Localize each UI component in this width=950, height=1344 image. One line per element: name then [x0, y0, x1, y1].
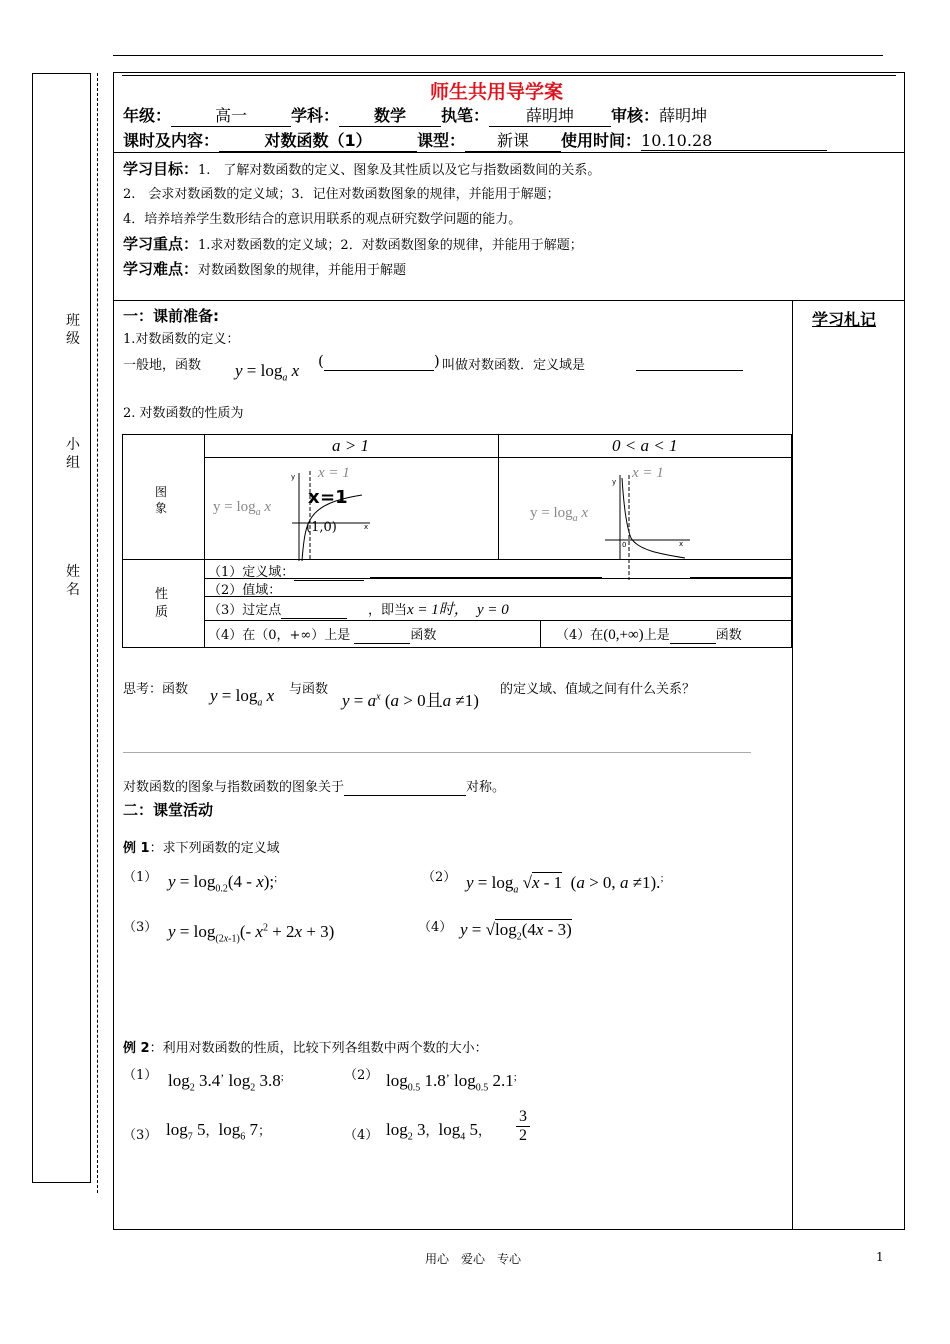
lesson-label: 课时及内容： [123, 131, 220, 150]
point-1-0: (1,0) [306, 520, 337, 535]
think-formula-log: $y = \log_a x$ [210, 686, 275, 709]
row-fixed-point-y: y = 0 [477, 602, 509, 618]
side-name-label: 姓名 [66, 564, 80, 598]
def-mid: 叫做对数函数．定义域是 [442, 358, 586, 373]
lesson-value: 对数函数（1） [264, 131, 372, 150]
goals-text-1: 1. 了解对数函数的定义、图象及其性质以及它与指数函数间的关系。 [198, 163, 601, 178]
symmetry-text-b: 对称。 [466, 780, 506, 795]
example-1 [123, 837, 280, 856]
ex2-num-3: （3） [123, 1128, 158, 1143]
think-prefix: 思考：函数 [123, 682, 189, 697]
col-a-lt-1: 0 < a < 1 [612, 436, 678, 455]
ex2-num-1: （1） [123, 1068, 158, 1083]
row-range: （2）值域： [208, 583, 282, 598]
side-info-box [32, 73, 91, 1183]
row-mono-right-b: 上是 [643, 628, 670, 643]
ex1-item-2: $y = \log_a √x - 1$ (a > 0, a ≠1).; [466, 872, 664, 896]
def-blank-paren: ( ) [318, 352, 440, 370]
key-point-line [123, 233, 583, 254]
row-fixed-point-x: x = 1时， [406, 602, 469, 618]
fraction-3-over-2: 3 2 [516, 1108, 530, 1145]
info-row-2 [123, 128, 827, 152]
subject-label: 学科： [291, 106, 340, 125]
ex2-num-2: （2） [344, 1068, 379, 1083]
page-number: 1 [876, 1250, 884, 1264]
ex2-num-4: （4） [344, 1128, 379, 1143]
think-formula-exp: $y = a^x$ (a > 0且a ≠1) [342, 691, 479, 710]
goals-line-3: 4．培养培养学生数形结合的意识用联系的观点研究数学问题的能力。 [123, 212, 522, 227]
ex1-item-3: $y = \log_{(2x-1)}(-$ $x^2 + 2x + 3$) [168, 922, 335, 945]
writer-label: 执笔： [441, 106, 490, 125]
think-answer-line [123, 752, 751, 753]
def-line [123, 354, 201, 373]
binding-dashed-line [97, 73, 98, 1193]
svg-text:=1: =1 [320, 487, 348, 508]
example-2 [123, 1037, 488, 1056]
def-prefix: 一般地，函数 [123, 358, 202, 373]
side-class-label: 班级 [66, 313, 80, 347]
ex2-item-3: $\log_7 5$，$\log_6 7$； [166, 1120, 271, 1143]
goals-label: 学习目标： [123, 160, 199, 178]
think-mid: 与函数 [289, 682, 329, 697]
ex1-num-2: （2） [422, 870, 457, 885]
row-mono-left-a: （4）在（0，+∞）上是 [208, 628, 351, 643]
grade-label: 年级： [123, 106, 172, 125]
ex1-item-4: $y = √\log_2(4x - 3)$ [460, 920, 572, 943]
row-monotone-right [556, 624, 742, 644]
notes-title: 学习札记 [812, 310, 877, 329]
x-eq-1-left: x = 1 [318, 465, 350, 481]
reviewer-value: 薛明坤 [659, 106, 708, 125]
row-mono-right-c: 函数 [715, 628, 742, 643]
svg-text:y: y [612, 478, 617, 486]
ex1-num-4: （4） [418, 920, 453, 935]
example-1-text: ：求下列函数的定义域 [149, 841, 280, 856]
ex1-num-3: （3） [123, 920, 158, 935]
hard-text: 对数函数图象的规律，并能用于解题 [198, 263, 407, 278]
symmetry-text-a: 对数函数的图象与指数函数的图象关于 [123, 780, 345, 795]
date-value: 10.10.28 [641, 131, 713, 150]
svg-text:x: x [679, 540, 684, 548]
def-title: 1.对数函数的定义： [123, 332, 240, 347]
grade-value: 高一 [215, 106, 248, 125]
graph-fn-right: $y = \log_a x$ [530, 505, 589, 524]
ex2-item-4: $\log_2 3$，$\log_4 5$， [386, 1120, 491, 1143]
row-fixed-point-mid: ，即当 [367, 603, 407, 618]
key-label: 学习重点： [123, 235, 199, 253]
difficulty-line [123, 258, 406, 279]
row-mono-left-b: 函数 [410, 628, 437, 643]
goals-line-1 [123, 158, 600, 179]
svg-text:x: x [364, 523, 369, 531]
goals-line-2: 2. 会求对数函数的定义域；3．记住对数函数图象的规律，并能用于解题； [123, 187, 560, 202]
ex1-item-1: $y = \log_{0.2}(4$ - x);; [168, 872, 278, 895]
think-suffix: 的定义域、值域之间有什么关系？ [500, 682, 696, 697]
prop-label: 性质 [155, 587, 169, 620]
row-domain-label: （1）定义域： [208, 565, 295, 580]
col-a-gt-1: a > 1 [332, 436, 369, 455]
info-row-1 [123, 103, 707, 127]
writer-value: 薛明坤 [526, 106, 575, 125]
svg-text:y: y [291, 473, 296, 481]
prop-title: 2. 对数函数的性质为 [123, 406, 244, 421]
doc-title: 师生共用导学案 [430, 81, 564, 103]
graph-fn-left: $y = \log_a x$ [213, 499, 272, 518]
row-domain [208, 561, 364, 581]
subject-value: 数学 [374, 106, 407, 125]
example-2-text: ：利用对数函数的性质，比较下列各组数中两个数的大小： [149, 1041, 488, 1056]
row-mono-right-interval: (0,+∞) [603, 627, 644, 643]
symmetry-line [123, 776, 505, 796]
side-group-label: 小组 [66, 437, 80, 471]
hard-label: 学习难点： [123, 260, 199, 278]
type-value: 新课 [497, 131, 530, 150]
date-label: 使用时间： [561, 131, 642, 150]
graph-label: 图象 [155, 485, 168, 515]
ex2-item-1: $\log_2 3.4^’$ $\log_2 3.8^;$ [168, 1071, 284, 1094]
type-label: 课型： [417, 131, 466, 150]
part1-heading: 一：课前准备: [123, 307, 219, 325]
domain-blank [636, 370, 743, 371]
example-2-label: 例 2 [123, 1041, 150, 1056]
example-1-label: 例 1 [123, 841, 150, 856]
key-text: 1.求对数函数的定义域；2．对数函数图象的规律，并能用于解题； [198, 238, 583, 253]
def-formula: $y = \log_a x$ [235, 361, 300, 384]
ex2-item-2: $\log_{0.5} 1.8^’$ $\log_{0.5} 2.1^;$ [386, 1071, 517, 1094]
ex1-num-1: （1） [123, 870, 158, 885]
x-eq-1-right: x = 1 [632, 465, 664, 481]
part2-heading: 二：课堂活动 [123, 801, 214, 819]
row-fixed-point [208, 598, 509, 619]
row-fixed-point-label: （3）过定点 [208, 603, 282, 618]
row-mono-right-a: （4）在 [556, 628, 604, 643]
svg-text:0: 0 [622, 541, 627, 549]
svg-text:x: x [308, 487, 320, 508]
footer-motto: 用心 爱心 专心 [425, 1252, 522, 1266]
reviewer-label: 审核： [611, 106, 660, 125]
log-graph-a-lt-1 [600, 470, 695, 582]
row-monotone-left [208, 624, 436, 644]
